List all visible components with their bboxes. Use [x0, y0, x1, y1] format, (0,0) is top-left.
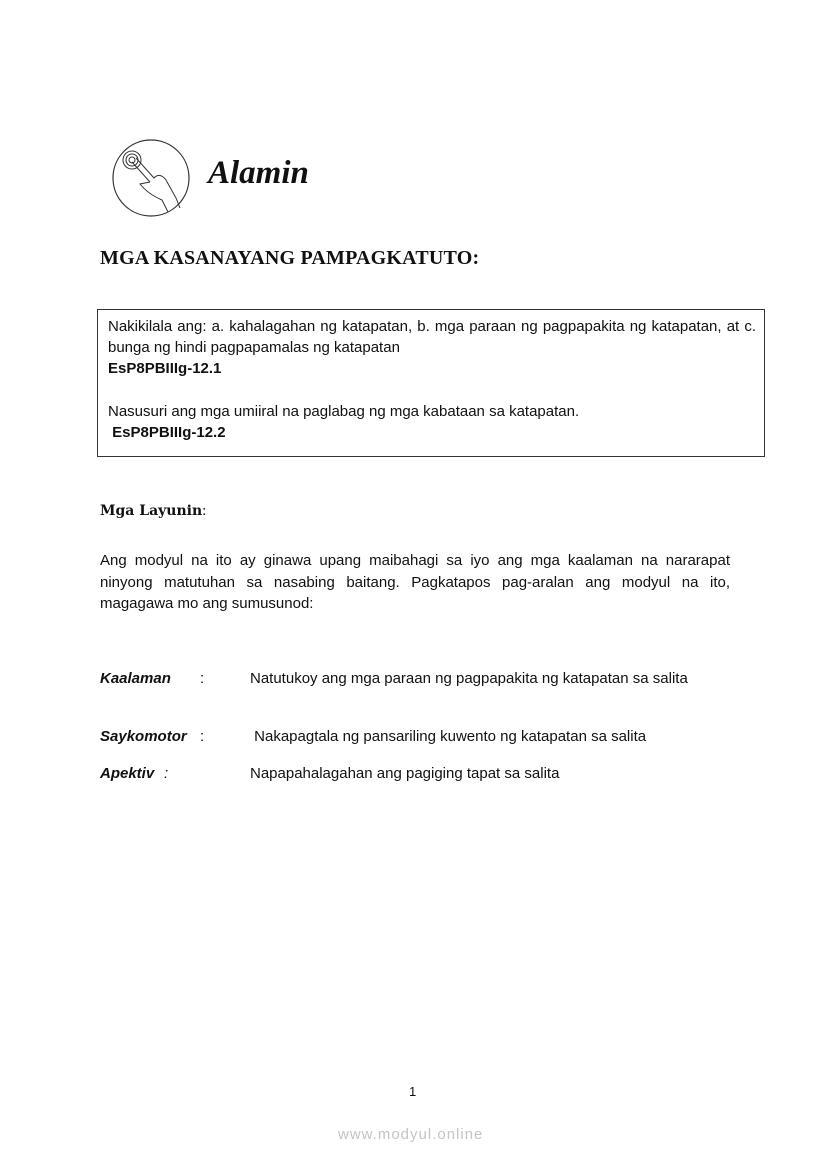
objective-label: Kaalaman [100, 670, 171, 687]
page-number: 1 [409, 1084, 417, 1099]
objective-value: Natutukoy ang mga paraan ng pagpapakita ng katapatan sa salita [250, 670, 688, 687]
objective-value: Nakapagtala ng pansariling kuwento ng katapatan sa salita [250, 728, 647, 745]
objectives-intro: Ang modyul na ito ay ginawa upang maibahagi sa iyo ang mga kaalaman na nararapat ninyong matutuhan sa nasabing baitang. Pagkatapos pag-aralan ang modyul na ito, magagawa mo ang sumusunod: [100, 552, 730, 612]
competency-text: Nakikilala ang: a. kahalagahan ng katapatan, b. mga paraan ng pagpapakita ng katapatan, at c. bunga ng hindi pagpapamalas ng katapatan [108, 318, 756, 356]
objective-label: Saykomotor [100, 728, 187, 745]
objectives-heading-text: Mga Layunin [100, 503, 203, 519]
competency-text: Nasusuri ang mga umiiral na paglabag ng mga kabataan sa katapatan. [108, 403, 580, 420]
objective-value: Napapahalagahan ang pagiging tapat sa salita [250, 765, 560, 782]
objective-sep: : [164, 765, 169, 782]
competencies-box [97, 309, 765, 457]
objectives-heading [100, 503, 206, 520]
objective-sep: : [200, 670, 205, 687]
objective-label: Apektiv [100, 765, 155, 782]
objective-sep: : [200, 728, 205, 745]
competency-code: EsP8PBIIIg-12.1 [108, 360, 222, 377]
competency-code: EsP8PBIIIg-12.2 [108, 424, 226, 441]
hand-touch-icon [110, 138, 194, 218]
objectives-heading-colon: : [202, 503, 207, 519]
watermark: www.modyul.online [338, 1126, 484, 1143]
section-title: Alamin [208, 155, 309, 191]
competencies-heading: MGA KASANAYANG PAMPAGKATUTO: [100, 247, 480, 269]
